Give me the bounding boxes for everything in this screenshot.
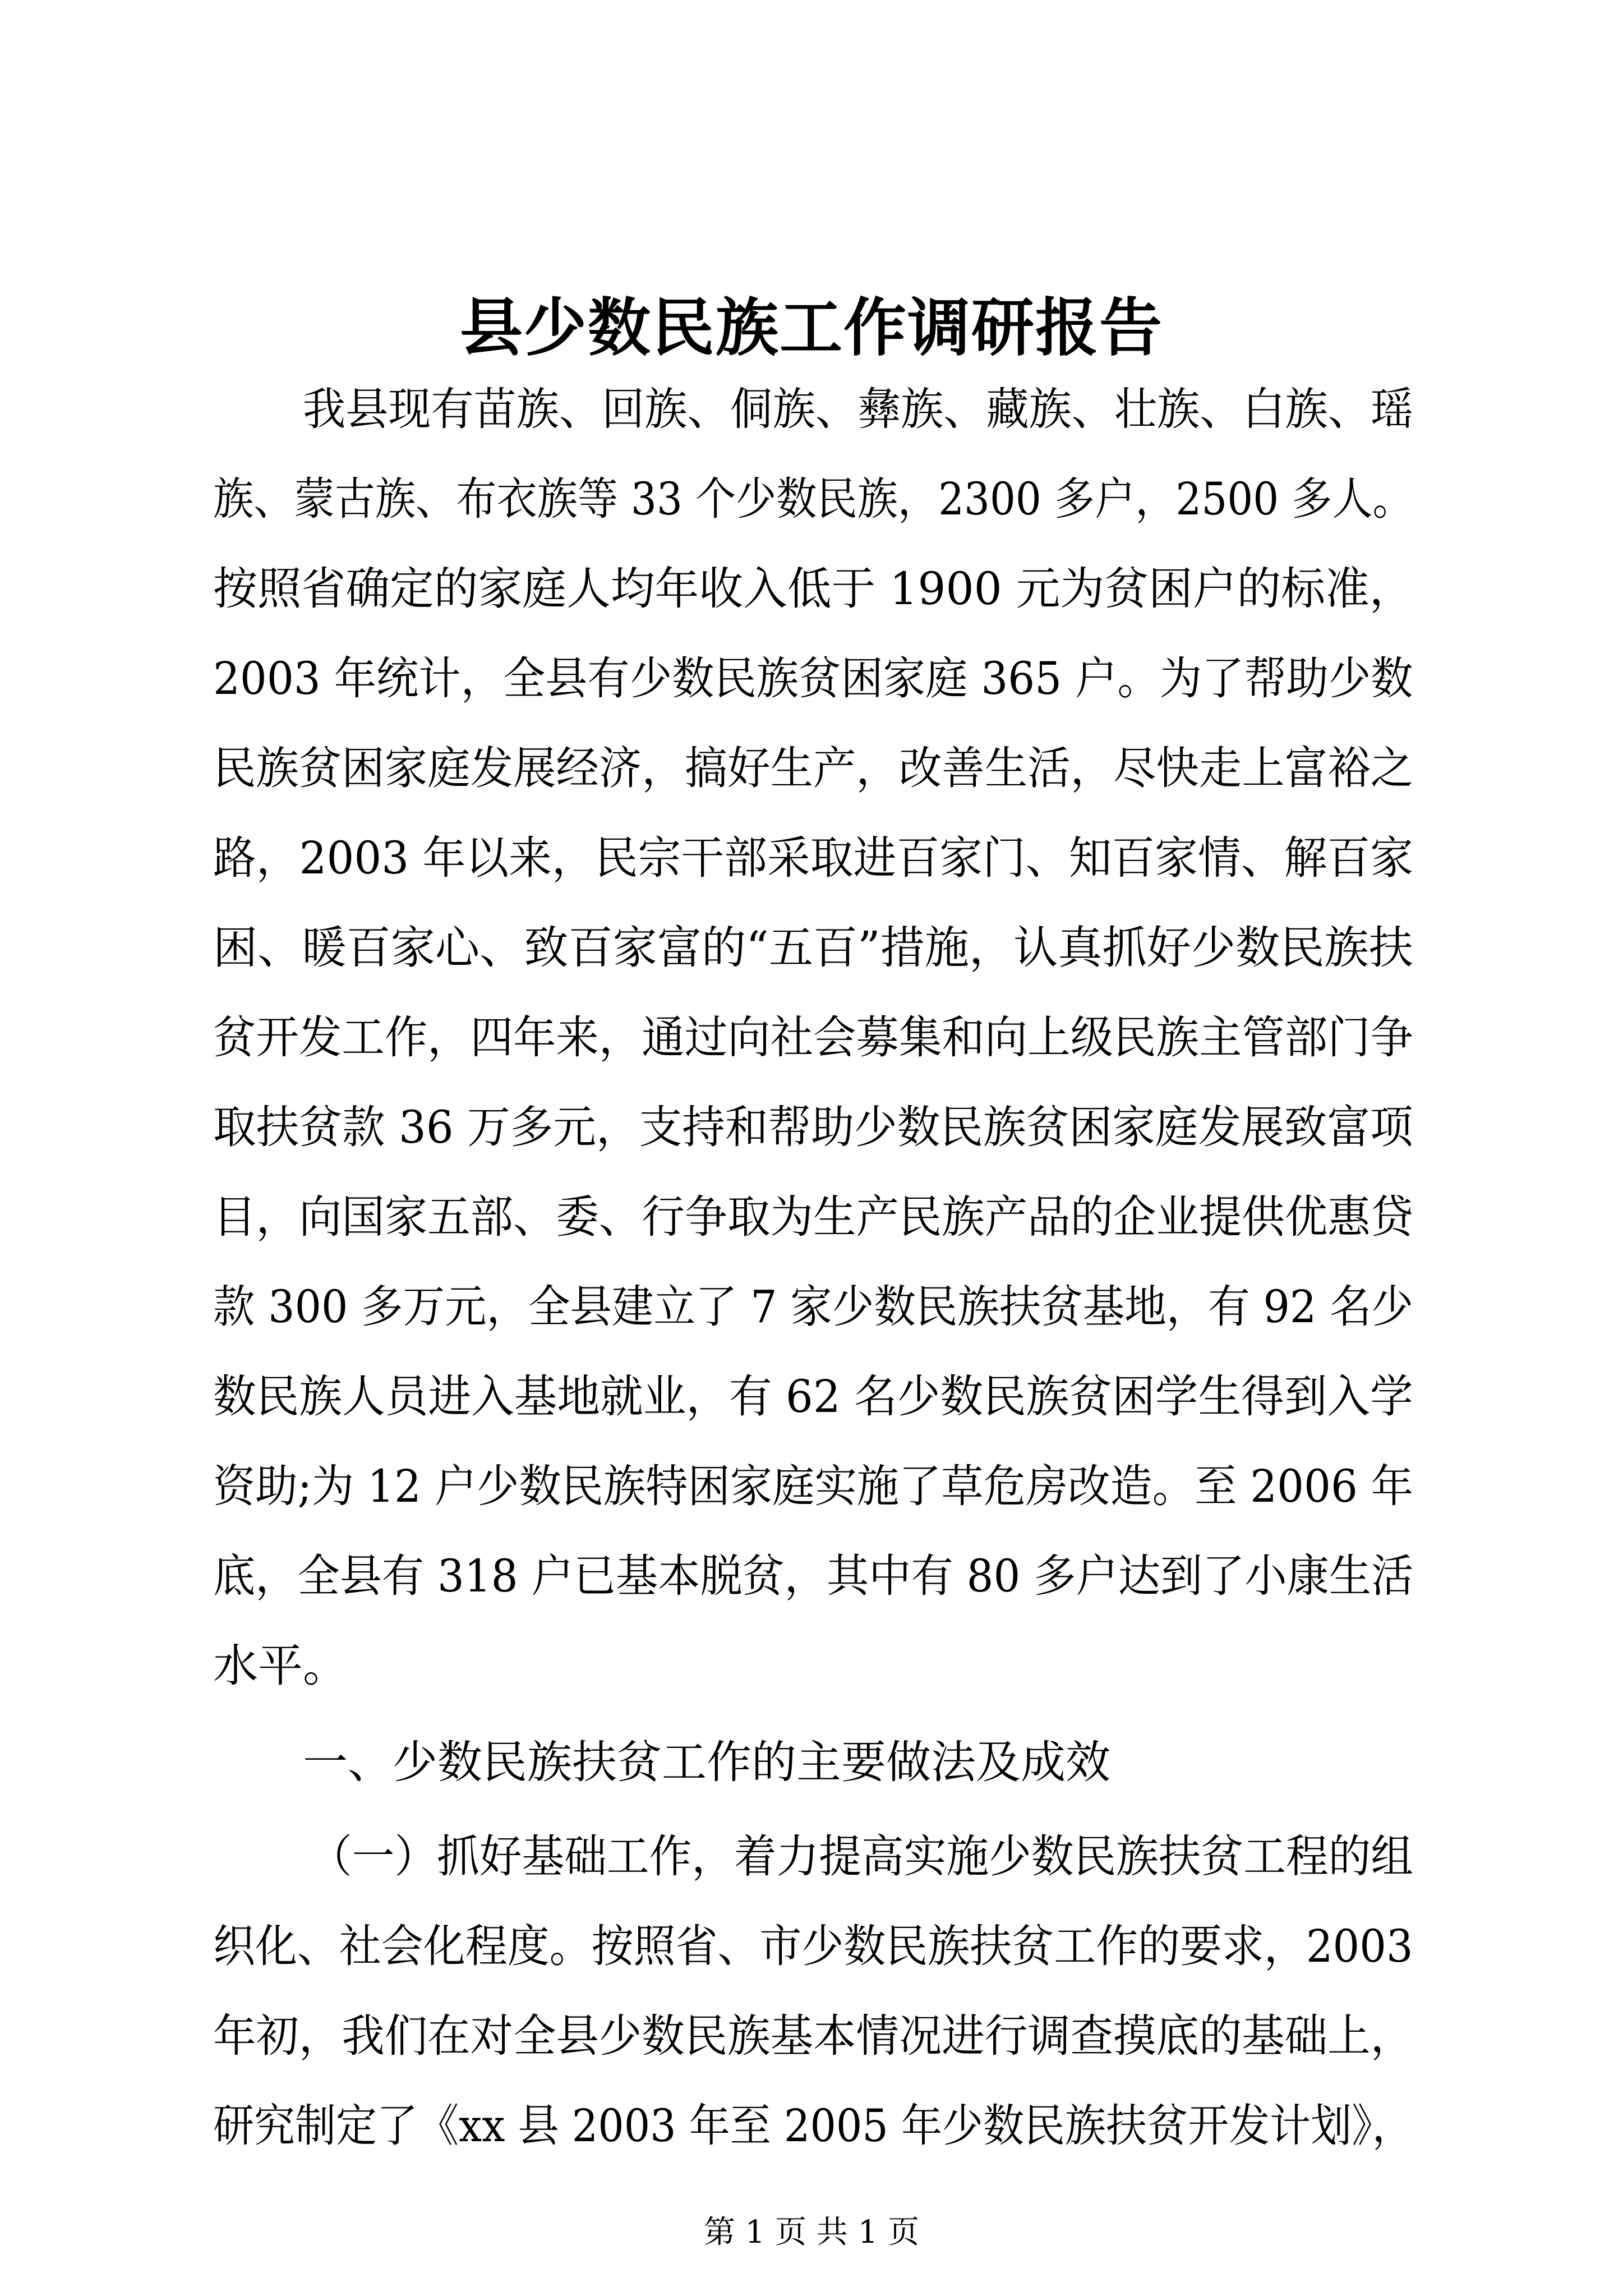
text-line: 困、暖百家心、致百家富的“五百”措施，认真抓好少数民族扶 [213, 922, 1413, 974]
text-line: 目，向国家五部、委、行争取为生产民族产品的企业提供优惠贷 [213, 1191, 1413, 1243]
text-line: 2003 年统计，全县有少数民族贫困家庭 365 户。为了帮助少数 [213, 652, 1413, 705]
text-line: 底，全县有 318 户已基本脱贫，其中有 80 多户达到了小康生活 [213, 1550, 1414, 1602]
text-line: 取扶贫款 36 万多元，支持和帮助少数民族贫困家庭发展致富项 [213, 1101, 1413, 1153]
text-line: 研究制定了《xx 县 2003 年至 2005 年少数民族扶贫开发计划》， [213, 2100, 1413, 2152]
text-line: （一）抓好基础工作，着力提高实施少数民族扶贫工程的组 [310, 1830, 1413, 1883]
body-line [0, 999, 1623, 1077]
page-footer: 第 1 页 共 1 页 [703, 2214, 920, 2251]
text-line: 数民族人员进入基地就业，有 62 名少数民族贫困学生得到入学 [213, 1370, 1413, 1423]
body-line [0, 1088, 1623, 1167]
text-line: 按照省确定的家庭人均年收入低于 1900 元为贫困户的标准， [213, 563, 1414, 615]
body-line [0, 909, 1623, 987]
body-line [0, 1997, 1623, 2076]
body-line [0, 1358, 1623, 1436]
text-line: 资助;为 12 户少数民族特困家庭实施了草危房改造。至 2006 年 [213, 1460, 1414, 1512]
section-heading-line [0, 1723, 1623, 1802]
text-line: 我县现有苗族、回族、侗族、彝族、藏族、壮族、白族、瑶 [303, 383, 1413, 435]
body-line [0, 639, 1623, 718]
text-line: 年初，我们在对全县少数民族基本情况进行调查摸底的基础上， [213, 2010, 1413, 2062]
text-line: 路，2003 年以来，民宗干部采取进百家门、知百家情、解百家 [213, 832, 1414, 884]
body-line [0, 729, 1623, 808]
body-line [0, 1907, 1623, 1986]
body-line [0, 1178, 1623, 1257]
text-line: 款 300 多万元，全县建立了 7 家少数民族扶贫基地，有 92 名少 [213, 1281, 1413, 1333]
body-line [0, 2087, 1623, 2165]
body-line [0, 460, 1623, 539]
body-line [0, 1447, 1623, 1526]
body-line [0, 1537, 1623, 1616]
body-line [0, 1627, 1623, 1705]
text-line: 族、蒙古族、布衣族等 33 个少数民族，2300 多户，2500 多人。 [213, 473, 1413, 525]
text-line: 贫开发工作，四年来，通过向社会募集和向上级民族主管部门争 [213, 1011, 1413, 1064]
document-title: 县少数民族工作调研报告 [460, 291, 1163, 365]
text-line: 民族贫困家庭发展经济，搞好生产，改善生活，尽快走上富裕之 [213, 742, 1413, 794]
text-line: 水平。 [213, 1640, 348, 1692]
body-line [0, 1268, 1623, 1346]
body-line [0, 819, 1623, 898]
section-heading: 一、少数民族扶贫工作的主要做法及成效 [303, 1736, 1110, 1788]
body-line [0, 1818, 1623, 1896]
body-line [0, 370, 1623, 449]
body-line [0, 550, 1623, 628]
text-line: 织化、社会化程度。按照省、市少数民族扶贫工作的要求，2003 [213, 1920, 1413, 1972]
